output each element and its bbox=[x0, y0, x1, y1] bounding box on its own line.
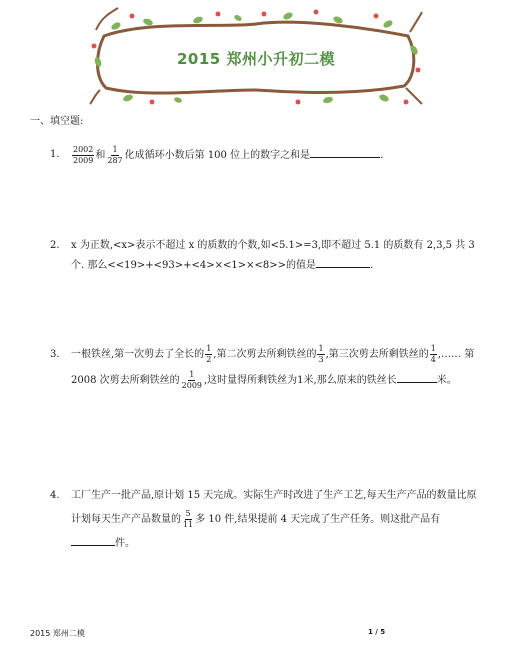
answer-blank[interactable] bbox=[310, 147, 380, 158]
section-heading: 一、填空题: bbox=[30, 116, 84, 127]
question-body: 工厂生产一批产品,原计划 15 天完成。实际生产时改进了生产工艺,每天生产产品的数量比原计划每天生产产品数量的 $\frac{5}{11}$ 多 10 件,结果提前 4 天完成了生产任务。则这批产品有件。 bbox=[71, 490, 477, 549]
answer-blank[interactable] bbox=[397, 372, 437, 383]
fraction: $\frac{1}{4}$ bbox=[430, 344, 436, 364]
question-number: 3. bbox=[50, 349, 60, 360]
answer-blank[interactable] bbox=[316, 257, 370, 268]
footer-title: 2015 郑州二模 bbox=[30, 629, 85, 638]
question-number: 1. bbox=[50, 149, 60, 160]
page-number: 1 / 5 bbox=[368, 628, 386, 636]
answer-blank[interactable] bbox=[71, 535, 115, 546]
question-number: 2. bbox=[50, 240, 60, 251]
question-body: 一根铁丝,第一次剪去了全长的 $\frac{1}{2}$ ,第二次剪去所剩铁丝的 $\frac{1}{3}$ ,第三次剪去所剩铁丝的 $\frac{1}{4}$ ,…… 第 2008 次剪去所剩铁丝的 $\frac{1}{2009}$ ,这时量得所剩铁丝为1米,那么原来的铁丝长 米。 bbox=[71, 344, 475, 390]
fraction: $\frac{1}{2009}$ bbox=[181, 370, 202, 390]
fraction: $\frac{1}{3}$ bbox=[318, 344, 324, 364]
question-number: 4. bbox=[50, 490, 60, 501]
fraction: $\frac{2002}{2009}$ bbox=[73, 145, 94, 165]
question-body: $\frac{2002}{2009}$ 和 $\frac{1}{287}$ 化成循环小数后第 100 位上的数字之和是 . bbox=[73, 145, 384, 165]
question-body: x 为正数,<x>表示不超过 x 的质数的个数,如<5.1>=3,即不超过 5.1 的质数有 2,3,5 共 3 个. 那么<<19>+<93>+<4>×<1>×<8>>的值是 . bbox=[71, 240, 475, 271]
fraction: $\frac{5}{11}$ bbox=[183, 509, 194, 529]
fraction: $\frac{1}{287}$ bbox=[107, 145, 123, 165]
title-banner bbox=[88, 6, 424, 106]
fraction: $\frac{1}{2}$ bbox=[206, 344, 212, 364]
page-title: 2015 郑州小升初二模 bbox=[177, 50, 335, 68]
